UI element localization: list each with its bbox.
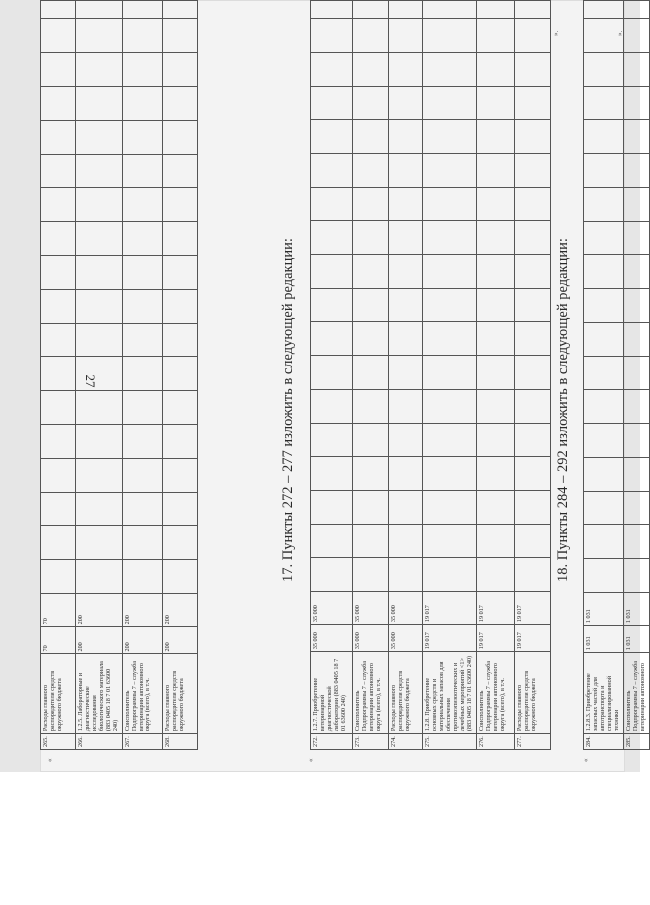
quote-close-top: ». [616, 30, 624, 36]
value-cell [41, 458, 76, 492]
value-cell [623, 120, 649, 154]
value-cell: 200 [122, 594, 162, 627]
table-row [623, 1, 649, 750]
quote-open-top: « [46, 758, 54, 762]
value-cell [353, 154, 389, 188]
value-cell [41, 425, 76, 459]
value-cell [311, 19, 353, 53]
value-cell [76, 560, 123, 594]
value-cell [162, 526, 197, 560]
row-name: Соисполнитель Подпрограммы 7 – служба ветеринарии автономного [623, 653, 649, 734]
value-cell [515, 558, 551, 592]
value-cell [311, 322, 353, 356]
table-row [477, 1, 515, 750]
value-cell: 200 [76, 594, 123, 627]
value-cell [122, 188, 162, 222]
blank-margin [0, 772, 640, 905]
table-row [584, 1, 624, 750]
value-cell [41, 120, 76, 154]
value-cell: 35 000 [353, 625, 389, 652]
table-row [41, 1, 76, 750]
value-cell [423, 255, 477, 289]
value-cell: 19 017 [515, 625, 551, 652]
value-cell [389, 490, 423, 524]
value-cell [584, 424, 624, 458]
value-cell [353, 322, 389, 356]
quote-open-mid: « [307, 758, 315, 762]
value-cell [389, 423, 423, 457]
value-cell [423, 221, 477, 255]
value-cell [623, 289, 649, 323]
value-cell [311, 255, 353, 289]
value-cell [477, 389, 515, 423]
value-cell [122, 256, 162, 290]
value-cell [41, 1, 76, 19]
value-cell: 35 000 [389, 591, 423, 624]
value-cell: 35 000 [311, 625, 353, 652]
row-name: 1.2.7. Приобретение ветеринарной диагностической лаборатории (883 0405 18 7 01 63600 240) [311, 652, 353, 734]
value-cell [122, 19, 162, 53]
value-cell [311, 120, 353, 154]
value-cell [515, 221, 551, 255]
value-cell [477, 19, 515, 53]
value-cell [76, 1, 123, 19]
value-cell [477, 154, 515, 188]
value-cell [311, 524, 353, 558]
value-cell [477, 1, 515, 19]
value-cell [515, 187, 551, 221]
value-cell [41, 222, 76, 256]
value-cell [515, 356, 551, 390]
quote-close-mid: ». [552, 30, 560, 36]
value-cell [515, 457, 551, 491]
value-cell [623, 221, 649, 255]
value-cell [353, 19, 389, 53]
value-cell [311, 86, 353, 120]
value-cell [623, 255, 649, 289]
value-cell [162, 19, 197, 53]
value-cell [162, 357, 197, 391]
value-cell [76, 256, 123, 290]
document-sheet [40, 0, 646, 772]
value-cell: 35 000 [311, 591, 353, 624]
value-cell [311, 389, 353, 423]
value-cell [76, 188, 123, 222]
value-cell [389, 356, 423, 390]
value-cell [76, 86, 123, 120]
table-row [423, 1, 477, 750]
value-cell [353, 1, 389, 19]
value-cell [122, 391, 162, 425]
value-cell [353, 558, 389, 592]
value-cell [162, 256, 197, 290]
value-cell [389, 255, 423, 289]
value-cell [389, 322, 423, 356]
value-cell [162, 222, 197, 256]
value-cell [76, 154, 123, 188]
value-cell: 19 017 [477, 625, 515, 652]
value-cell [76, 526, 123, 560]
row-name: Расходы главного распорядителя средств окружного бюджета [41, 654, 76, 734]
value-cell [389, 558, 423, 592]
value-cell [76, 222, 123, 256]
value-cell [76, 492, 123, 526]
value-cell [389, 86, 423, 120]
value-cell: 200 [122, 627, 162, 654]
value-cell [76, 289, 123, 323]
value-cell [389, 19, 423, 53]
value-cell [423, 356, 477, 390]
value-cell [623, 154, 649, 188]
value-cell [515, 86, 551, 120]
value-cell [122, 458, 162, 492]
value-cell [423, 322, 477, 356]
value-cell [162, 289, 197, 323]
value-cell [584, 289, 624, 323]
value-cell [623, 491, 649, 525]
value-cell [389, 154, 423, 188]
row-name: Расходы главного распорядителя средств окружного бюджета [162, 654, 197, 734]
value-cell [584, 120, 624, 154]
value-cell [162, 323, 197, 357]
row-number: 273. [353, 734, 389, 750]
row-number: 268. [162, 734, 197, 750]
value-cell [515, 19, 551, 53]
value-cell [389, 187, 423, 221]
value-cell [41, 188, 76, 222]
table-top [40, 0, 198, 750]
table-row [515, 1, 551, 750]
value-cell [515, 52, 551, 86]
value-cell [389, 288, 423, 322]
value-cell [423, 120, 477, 154]
value-cell [389, 221, 423, 255]
value-cell [423, 457, 477, 491]
value-cell [41, 357, 76, 391]
value-cell [162, 86, 197, 120]
value-cell [353, 389, 389, 423]
value-cell [477, 490, 515, 524]
value-cell [584, 457, 624, 491]
value-cell: 200 [162, 627, 197, 654]
value-cell [122, 289, 162, 323]
value-cell [76, 53, 123, 87]
value-cell [623, 19, 649, 53]
table-row [122, 1, 162, 750]
value-cell [389, 1, 423, 19]
row-name: Соисполнитель Подпрограммы 7 – служба ветеринарии автономного округа (всего), в т.ч. [477, 652, 515, 734]
value-cell [515, 255, 551, 289]
value-cell [41, 53, 76, 87]
value-cell [122, 492, 162, 526]
value-cell [515, 423, 551, 457]
value-cell [423, 423, 477, 457]
value-cell [162, 53, 197, 87]
table-row [353, 1, 389, 750]
value-cell [41, 154, 76, 188]
value-cell [477, 187, 515, 221]
value-cell [584, 525, 624, 559]
value-cell [423, 524, 477, 558]
value-cell [353, 490, 389, 524]
value-cell [122, 323, 162, 357]
row-number: 272. [311, 734, 353, 750]
value-cell [623, 559, 649, 593]
value-cell [162, 188, 197, 222]
value-cell [477, 120, 515, 154]
value-cell [353, 356, 389, 390]
value-cell [584, 491, 624, 525]
value-cell [515, 120, 551, 154]
value-cell [311, 1, 353, 19]
value-cell: 200 [162, 594, 197, 627]
row-name: Соисполнитель Подпрограммы 7 – служба ветеринарии автономного округа (всего), в т.ч. [122, 654, 162, 734]
value-cell [477, 457, 515, 491]
value-cell [353, 524, 389, 558]
value-cell: 70 [41, 594, 76, 627]
value-cell [162, 1, 197, 19]
value-cell [122, 53, 162, 87]
value-cell [162, 391, 197, 425]
value-cell [477, 86, 515, 120]
value-cell [389, 389, 423, 423]
table-row [76, 1, 123, 750]
value-cell: 1 031 [584, 592, 624, 625]
value-cell [41, 560, 76, 594]
table-middle [310, 0, 551, 750]
value-cell [623, 86, 649, 120]
row-name: Соисполнитель Подпрограммы 7 – служба ветеринарии автономного округа (всего), в т.ч. [353, 652, 389, 734]
row-number: 284. [584, 734, 624, 750]
value-cell [41, 526, 76, 560]
value-cell [515, 1, 551, 19]
value-cell [122, 526, 162, 560]
value-cell [353, 255, 389, 289]
value-cell [41, 492, 76, 526]
value-cell: 35 000 [353, 591, 389, 624]
value-cell [353, 423, 389, 457]
value-cell [311, 154, 353, 188]
value-cell [311, 52, 353, 86]
value-cell [122, 154, 162, 188]
value-cell [477, 558, 515, 592]
value-cell [41, 256, 76, 290]
value-cell [423, 187, 477, 221]
value-cell [311, 187, 353, 221]
table_mid-grid [310, 0, 551, 750]
value-cell [353, 120, 389, 154]
value-cell [477, 288, 515, 322]
row-name: Расходы главного распорядителя средств окружного бюджета [389, 652, 423, 734]
value-cell [623, 52, 649, 86]
value-cell [162, 120, 197, 154]
value-cell [477, 255, 515, 289]
value-cell [623, 356, 649, 390]
value-cell [122, 357, 162, 391]
row-number: 265. [41, 734, 76, 750]
row-number: 285. [623, 734, 649, 750]
value-cell [353, 221, 389, 255]
value-cell [76, 120, 123, 154]
value-cell: 1 031 [623, 626, 649, 653]
value-cell [623, 390, 649, 424]
row-number: 275. [423, 734, 477, 750]
value-cell [584, 255, 624, 289]
table-row [162, 1, 197, 750]
value-cell: 1 031 [623, 592, 649, 625]
value-cell [623, 322, 649, 356]
value-cell [623, 457, 649, 491]
value-cell: 19 017 [423, 625, 477, 652]
row-name: 1.2.8.3. Приобретение запасных частей для автотранспорта и специализированной техники [584, 653, 624, 734]
value-cell [162, 154, 197, 188]
value-cell [423, 1, 477, 19]
value-cell [353, 457, 389, 491]
value-cell [477, 356, 515, 390]
value-cell [423, 52, 477, 86]
value-cell [584, 221, 624, 255]
value-cell [122, 222, 162, 256]
value-cell [76, 19, 123, 53]
value-cell: 19 017 [423, 591, 477, 624]
value-cell [423, 86, 477, 120]
value-cell [477, 52, 515, 86]
value-cell [311, 423, 353, 457]
value-cell [41, 19, 76, 53]
value-cell: 19 017 [477, 591, 515, 624]
row-number: 277. [515, 734, 551, 750]
table_bot-grid [583, 0, 650, 750]
value-cell [162, 560, 197, 594]
value-cell [353, 52, 389, 86]
heading-17: 17. Пункты 272 – 277 изложить в следующей редакции: [280, 238, 296, 582]
value-cell [477, 221, 515, 255]
table-bottom [583, 0, 650, 750]
value-cell [122, 560, 162, 594]
value-cell [515, 389, 551, 423]
value-cell [423, 389, 477, 423]
value-cell [584, 356, 624, 390]
value-cell [311, 490, 353, 524]
value-cell [41, 391, 76, 425]
table-row [311, 1, 353, 750]
value-cell [76, 323, 123, 357]
value-cell [477, 423, 515, 457]
value-cell: 19 017 [515, 591, 551, 624]
heading-18: 18. Пункты 284 – 292 изложить в следующей редакции: [555, 238, 571, 582]
value-cell [311, 288, 353, 322]
value-cell [584, 52, 624, 86]
row-number: 276. [477, 734, 515, 750]
value-cell [584, 19, 624, 53]
row-number: 267. [122, 734, 162, 750]
value-cell [423, 558, 477, 592]
value-cell [423, 490, 477, 524]
page-number: 27 [83, 374, 98, 388]
rotated-landscape-page [40, 0, 646, 772]
value-cell [515, 154, 551, 188]
value-cell [353, 288, 389, 322]
quote-open-bot: « [582, 758, 590, 762]
value-cell [122, 120, 162, 154]
value-cell [584, 1, 624, 19]
value-cell [423, 154, 477, 188]
value-cell [122, 86, 162, 120]
value-cell [584, 559, 624, 593]
value-cell [353, 187, 389, 221]
value-cell [515, 524, 551, 558]
value-cell [623, 424, 649, 458]
value-cell [477, 322, 515, 356]
value-cell [584, 154, 624, 188]
value-cell [389, 457, 423, 491]
value-cell [515, 490, 551, 524]
row-name: 1.2.5. Лабораторные и диагностические исследования биологического материала (883 0405 18 7 01 63600 240) [76, 654, 123, 734]
value-cell [623, 525, 649, 559]
value-cell [584, 86, 624, 120]
value-cell [515, 288, 551, 322]
value-cell [311, 356, 353, 390]
value-cell [162, 425, 197, 459]
value-cell [311, 457, 353, 491]
value-cell [311, 221, 353, 255]
value-cell [353, 86, 389, 120]
value-cell [41, 86, 76, 120]
value-cell [423, 288, 477, 322]
value-cell [423, 19, 477, 53]
value-cell [76, 391, 123, 425]
value-cell [76, 357, 123, 391]
value-cell [515, 322, 551, 356]
value-cell [122, 425, 162, 459]
value-cell: 35 000 [389, 625, 423, 652]
table-row [389, 1, 423, 750]
value-cell [41, 289, 76, 323]
row-number: 274. [389, 734, 423, 750]
value-cell [122, 1, 162, 19]
row-name: Расходы главного распорядителя средств окружного бюджета [515, 652, 551, 734]
value-cell [389, 524, 423, 558]
value-cell [162, 458, 197, 492]
value-cell [76, 458, 123, 492]
value-cell [584, 322, 624, 356]
value-cell [584, 390, 624, 424]
value-cell [623, 1, 649, 19]
value-cell [584, 187, 624, 221]
value-cell: 1 031 [584, 626, 624, 653]
value-cell [41, 323, 76, 357]
row-name: 1.2.8. Приобретение основных средств и материальных запасов для обеспечения противоэпизоотических и лечебных мероприятий <1> (883 0405 18 7 01 63600 240) [423, 652, 477, 734]
table_top-grid [40, 0, 198, 750]
value-cell [162, 492, 197, 526]
value-cell: 200 [76, 627, 123, 654]
value-cell [477, 524, 515, 558]
value-cell [311, 558, 353, 592]
value-cell: 70 [41, 627, 76, 654]
value-cell [389, 52, 423, 86]
value-cell [389, 120, 423, 154]
value-cell [623, 187, 649, 221]
row-number: 266. [76, 734, 123, 750]
value-cell [76, 425, 123, 459]
